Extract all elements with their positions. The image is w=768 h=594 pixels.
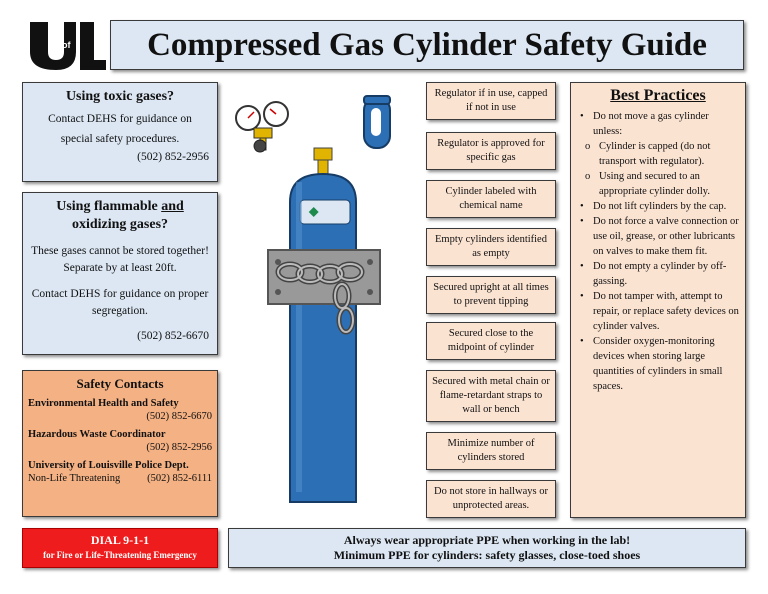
toxic-gases-box <box>22 82 218 182</box>
contact-phone: (502) 852-6111 <box>147 473 212 484</box>
requirement-item: Secured close to the midpoint of cylinder <box>426 322 556 360</box>
ppe-line2: Minimum PPE for cylinders: safety glasses, close-toed shoes <box>333 548 641 562</box>
contact-note: Non-Life Threatening <box>28 473 121 484</box>
regulator-icon <box>236 102 288 152</box>
best-practices-box <box>570 82 746 518</box>
page-title: Compressed Gas Cylinder Safety Guide <box>110 20 744 70</box>
requirement-item: Secured with metal chain or flame-retardant straps to wall or bench <box>426 370 556 422</box>
flammable-text-2: Contact DEHS for guidance on proper segregation. <box>31 288 209 317</box>
list-item: • Do not tamper with, attempt to repair, or replace safety devices on cylinder valves. <box>580 291 739 332</box>
list-item: • Do not lift cylinders by the cap. <box>580 201 727 212</box>
safety-contacts-box <box>22 370 218 517</box>
ppe-line1: Always wear appropriate PPE when working in the lab! <box>343 533 631 547</box>
contacts-heading: Safety Contacts <box>76 376 164 391</box>
best-practices-heading: Best Practices <box>610 87 706 104</box>
flammable-text-1: These gases cannot be stored together! Separate by at least 20ft. <box>31 245 209 274</box>
flammable-gases-box <box>22 192 218 355</box>
contact-name: University of Louisville Police Dept. <box>28 460 189 471</box>
requirement-item: Minimize number of cylinders stored <box>426 432 556 470</box>
contact-name: Environmental Health and Safety <box>28 398 179 409</box>
list-item: • Do not empty a cylinder by off-gassing. <box>580 261 727 287</box>
uofl-logo <box>26 18 108 74</box>
requirement-item: Empty cylinders identified as empty <box>426 228 556 266</box>
toxic-phone: (502) 852-2956 <box>137 151 209 163</box>
contact-phone: (502) 852-2956 <box>146 442 212 453</box>
cylinder-illustration <box>230 82 420 522</box>
flammable-phone: (502) 852-6670 <box>137 330 209 342</box>
contact-name: Hazardous Waste Coordinator <box>28 429 166 440</box>
list-item: • Do not force a valve connection or use oil, grease, or other lubricants on valves to make them fit. <box>580 216 739 257</box>
flammable-heading-part1: Using flammable <box>56 199 162 214</box>
emergency-dial: DIAL 9-1-1 <box>90 533 150 547</box>
emergency-box <box>22 528 218 568</box>
requirement-item: Do not store in hallways or unprotected areas. <box>426 480 556 518</box>
contact-phone: (502) 852-6670 <box>146 411 212 422</box>
requirement-item: Regulator if in use, capped if not in use <box>426 82 556 120</box>
flammable-heading <box>31 198 209 234</box>
emergency-sub: for Fire or Life-Threatening Emergency <box>43 550 197 560</box>
list-item: • Consider oxygen-monitoring devices when storing large quantities of cylinders in small spaces. <box>580 336 723 392</box>
list-item: • Do not move a gas cylinder unless: <box>580 111 709 137</box>
svg-text:of: of <box>62 40 71 50</box>
flammable-heading-and: and <box>161 199 184 214</box>
toxic-heading: Using toxic gases? <box>65 89 175 104</box>
best-practices-list <box>577 109 739 394</box>
list-item: o Cylinder is capped (do not transport with regulator). <box>585 141 711 167</box>
ppe-box <box>228 528 746 568</box>
list-item: o Using and secured to an appropriate cylinder dolly. <box>585 171 710 197</box>
flammable-heading-part2: oxidizing gases? <box>71 217 169 232</box>
cylinder-cap-icon <box>364 96 390 148</box>
requirement-item: Secured upright at all times to prevent tipping <box>426 276 556 314</box>
requirement-item: Cylinder labeled with chemical name <box>426 180 556 218</box>
requirement-item: Regulator is approved for specific gas <box>426 132 556 170</box>
contact-row <box>28 472 212 485</box>
toxic-text: Contact DEHS for guidance on special safety procedures. <box>48 113 192 145</box>
